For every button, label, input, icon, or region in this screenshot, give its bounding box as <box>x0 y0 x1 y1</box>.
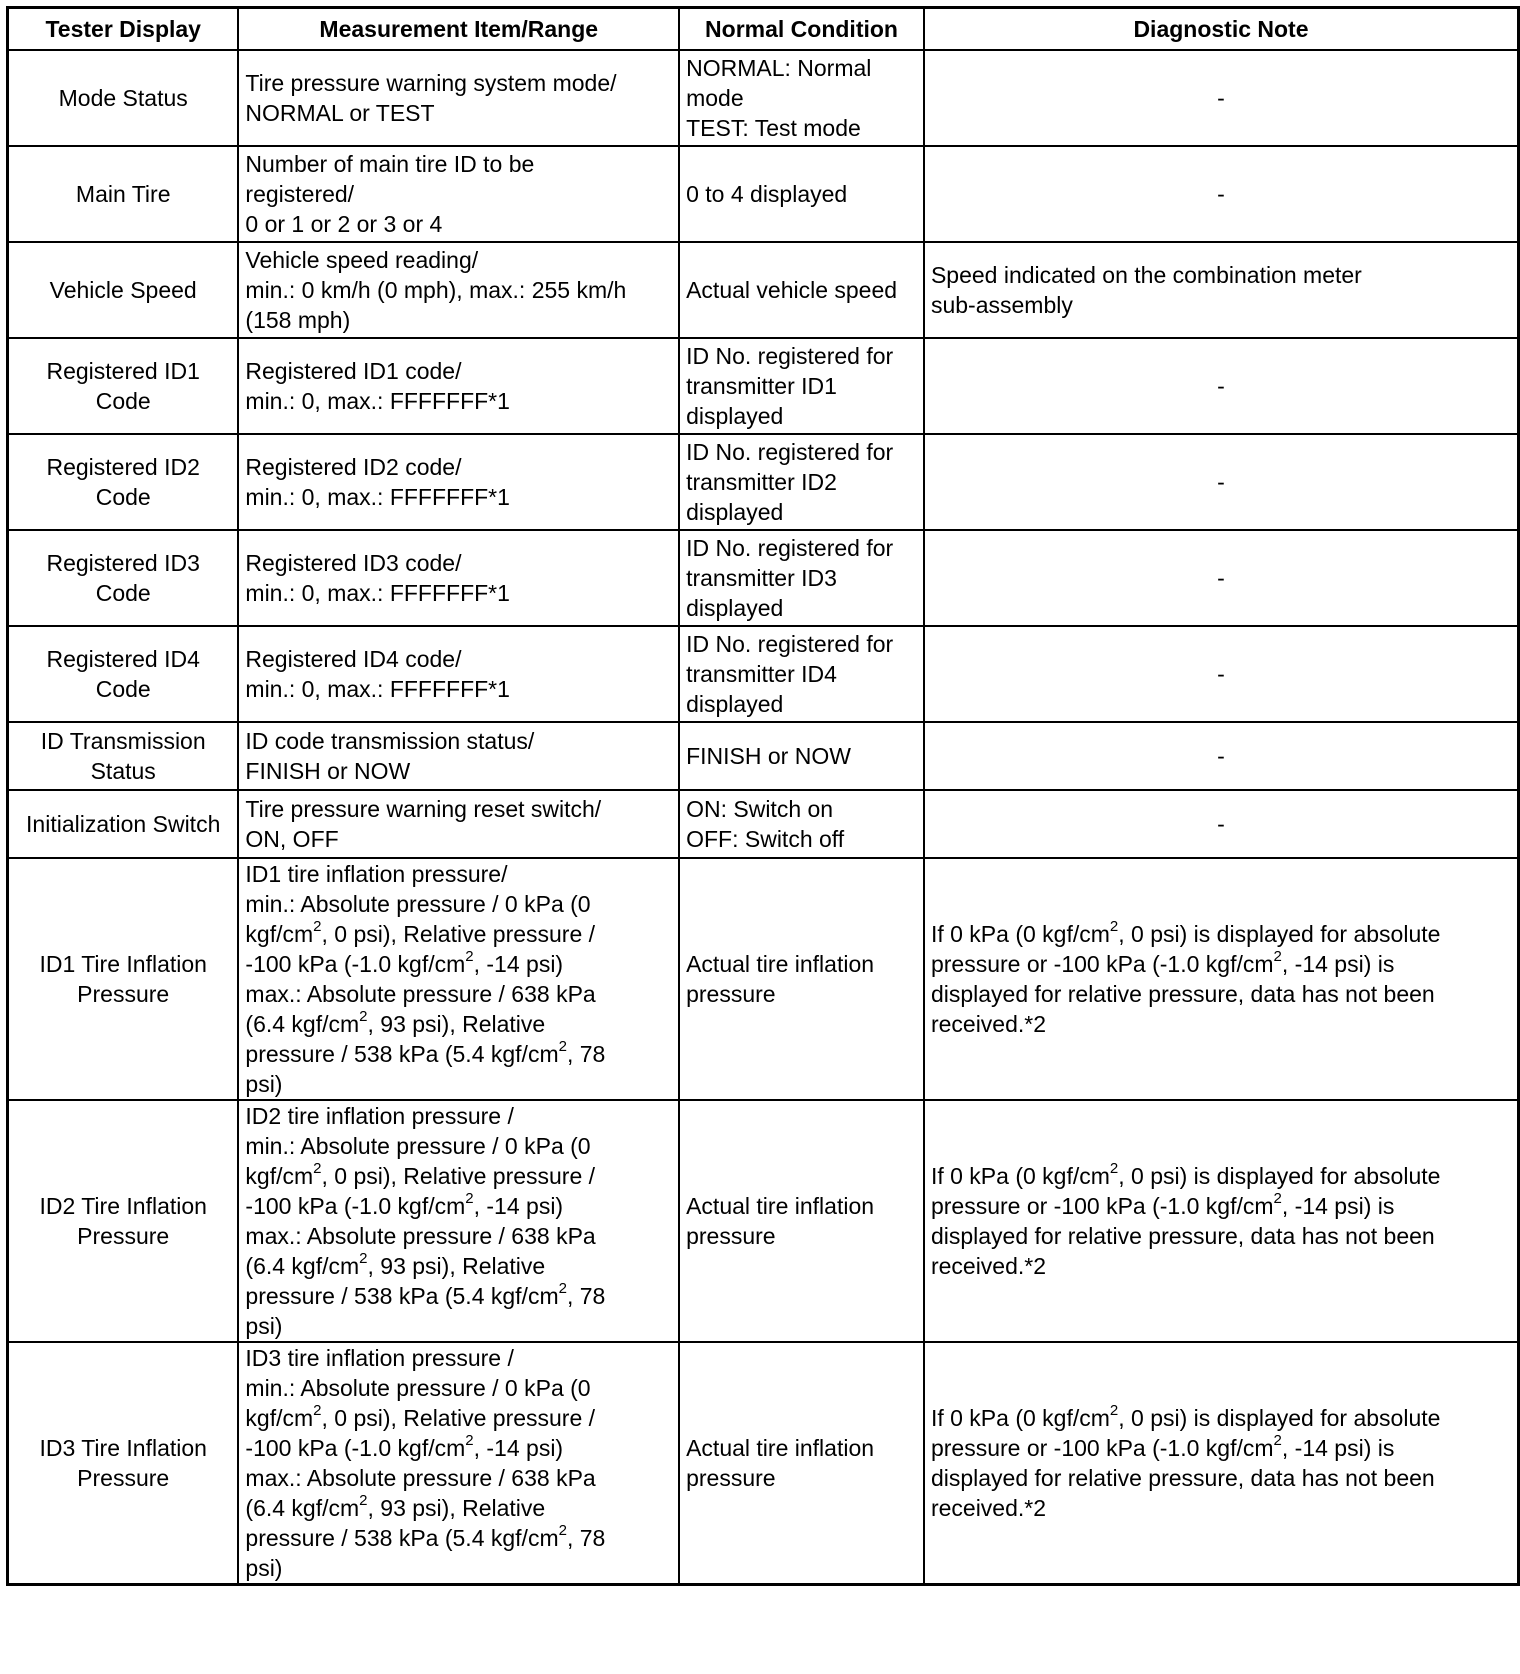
tester-display-cell: Registered ID2 Code <box>8 434 239 530</box>
header-measurement-item: Measurement Item/Range <box>238 8 679 51</box>
measurement-cell <box>238 1100 679 1342</box>
table-row <box>8 722 1519 790</box>
tester-display-cell: Registered ID4 Code <box>8 626 239 722</box>
normal-condition-cell: ID No. registered for transmitter ID2 displayed <box>679 434 924 530</box>
measurement-line: (6.4 kgf/cm <box>245 1253 360 1279</box>
measurement-line: kgf/cm <box>245 1163 314 1189</box>
measurement-line: (6.4 kgf/cm <box>245 1495 360 1521</box>
note-line: , 0 psi) is displayed for absolute <box>1118 1405 1441 1431</box>
measurement-line: max.: Absolute pressure / 638 kPa <box>245 981 596 1007</box>
table-row <box>8 1100 1519 1342</box>
tester-display-cell: Initialization Switch <box>8 790 239 858</box>
note-line: If 0 kPa (0 kgf/cm <box>930 921 1110 947</box>
diagnostic-note-cell: - <box>924 434 1519 530</box>
measurement-line: max.: Absolute pressure / 638 kPa <box>245 1223 596 1249</box>
diagnostic-note-cell: - <box>924 790 1519 858</box>
superscript: 2 <box>1273 1190 1282 1208</box>
measurement-line: , -14 psi) <box>473 1193 564 1219</box>
normal-condition-cell: 0 to 4 displayed <box>679 146 924 242</box>
superscript: 2 <box>313 1402 322 1420</box>
measurement-line: -100 kPa (-1.0 kgf/cm <box>245 1193 466 1219</box>
header-diagnostic-note: Diagnostic Note <box>924 8 1519 51</box>
measurement-line: pressure / 538 kPa (5.4 kgf/cm <box>245 1525 559 1551</box>
note-line: , 0 psi) is displayed for absolute <box>1118 1163 1441 1189</box>
data-list-table <box>6 6 1520 1586</box>
tester-display-cell: Registered ID1 Code <box>8 338 239 434</box>
measurement-line: , 93 psi), Relative <box>367 1011 546 1037</box>
table-row <box>8 858 1519 1100</box>
measurement-line: , 78 <box>566 1525 606 1551</box>
table-row <box>8 434 1519 530</box>
tester-display-cell: Vehicle Speed <box>8 242 239 338</box>
diagnostic-note-cell: - <box>924 722 1519 790</box>
measurement-line: , 0 psi), Relative pressure / <box>321 1405 596 1431</box>
header-row <box>8 8 1519 51</box>
diagnostic-note-cell <box>924 1342 1519 1585</box>
superscript: 2 <box>1109 1160 1119 1178</box>
measurement-cell: ID code transmission status/ FINISH or NOW <box>238 722 679 790</box>
superscript: 2 <box>465 1432 474 1450</box>
measurement-line: (6.4 kgf/cm <box>245 1011 360 1037</box>
note-line: , 0 psi) is displayed for absolute <box>1118 921 1441 947</box>
measurement-cell: Registered ID4 code/ min.: 0, max.: FFFFFFF*1 <box>238 626 679 722</box>
superscript: 2 <box>558 1038 567 1056</box>
normal-condition-cell: FINISH or NOW <box>679 722 924 790</box>
measurement-cell <box>238 1342 679 1585</box>
normal-condition-cell: NORMAL: Normal mode TEST: Test mode <box>679 50 924 146</box>
normal-condition-cell: Actual tire inflation pressure <box>679 858 924 1100</box>
note-line: , -14 psi) is <box>1281 1193 1395 1219</box>
measurement-line: , 93 psi), Relative <box>367 1495 546 1521</box>
table-row <box>8 338 1519 434</box>
note-line: received.*2 <box>930 1253 1047 1279</box>
note-line: displayed for relative pressure, data has not been <box>930 1223 1435 1249</box>
measurement-line: max.: Absolute pressure / 638 kPa <box>245 1465 596 1491</box>
measurement-line: psi) <box>245 1555 283 1581</box>
diagnostic-note-cell <box>924 858 1519 1100</box>
note-line: If 0 kPa (0 kgf/cm <box>930 1163 1110 1189</box>
measurement-cell: Vehicle speed reading/ min.: 0 km/h (0 mph), max.: 255 km/h (158 mph) <box>238 242 679 338</box>
measurement-line: , -14 psi) <box>473 951 564 977</box>
superscript: 2 <box>1109 918 1119 936</box>
measurement-line: min.: Absolute pressure / 0 kPa (0 <box>245 1375 591 1401</box>
measurement-line: , -14 psi) <box>473 1435 564 1461</box>
normal-condition-cell: ID No. registered for transmitter ID4 displayed <box>679 626 924 722</box>
tester-display-cell: Registered ID3 Code <box>8 530 239 626</box>
note-line: received.*2 <box>930 1011 1047 1037</box>
measurement-cell: Registered ID1 code/ min.: 0, max.: FFFFFFF*1 <box>238 338 679 434</box>
superscript: 2 <box>1273 1432 1282 1450</box>
superscript: 2 <box>558 1280 567 1298</box>
measurement-line: kgf/cm <box>245 1405 314 1431</box>
tester-display-cell: ID Transmission Status <box>8 722 239 790</box>
table-row <box>8 530 1519 626</box>
measurement-line: ID1 tire inflation pressure/ <box>245 861 508 887</box>
diagnostic-note-cell: - <box>924 626 1519 722</box>
note-line: , -14 psi) is <box>1281 1435 1395 1461</box>
table-row <box>8 626 1519 722</box>
tester-display-cell: ID1 Tire Inflation Pressure <box>8 858 239 1100</box>
superscript: 2 <box>359 1250 368 1268</box>
normal-condition-cell: ID No. registered for transmitter ID1 displayed <box>679 338 924 434</box>
measurement-line: pressure / 538 kPa (5.4 kgf/cm <box>245 1283 559 1309</box>
measurement-line: , 93 psi), Relative <box>367 1253 546 1279</box>
tester-display-cell: ID2 Tire Inflation Pressure <box>8 1100 239 1342</box>
measurement-line: psi) <box>245 1071 283 1097</box>
measurement-line: kgf/cm <box>245 921 314 947</box>
measurement-cell: Registered ID3 code/ min.: 0, max.: FFFFFFF*1 <box>238 530 679 626</box>
diagnostic-note-cell: - <box>924 146 1519 242</box>
diagnostic-note-cell: - <box>924 338 1519 434</box>
measurement-line: , 78 <box>566 1283 606 1309</box>
normal-condition-cell: ON: Switch on OFF: Switch off <box>679 790 924 858</box>
superscript: 2 <box>313 918 322 936</box>
measurement-line: psi) <box>245 1313 283 1339</box>
header-tester-display: Tester Display <box>8 8 239 51</box>
header-normal-condition: Normal Condition <box>679 8 924 51</box>
measurement-line: min.: Absolute pressure / 0 kPa (0 <box>245 1133 591 1159</box>
measurement-line: -100 kPa (-1.0 kgf/cm <box>245 951 466 977</box>
superscript: 2 <box>1273 948 1282 966</box>
diagnostic-note-cell <box>924 1100 1519 1342</box>
table-row <box>8 50 1519 146</box>
superscript: 2 <box>1109 1402 1119 1420</box>
measurement-cell: Tire pressure warning system mode/ NORMAL or TEST <box>238 50 679 146</box>
table-row <box>8 242 1519 338</box>
normal-condition-cell: Actual tire inflation pressure <box>679 1100 924 1342</box>
tester-display-cell: Main Tire <box>8 146 239 242</box>
superscript: 2 <box>465 948 474 966</box>
table-row <box>8 1342 1519 1585</box>
note-line: If 0 kPa (0 kgf/cm <box>930 1405 1110 1431</box>
measurement-cell: Tire pressure warning reset switch/ ON, OFF <box>238 790 679 858</box>
tester-display-cell: ID3 Tire Inflation Pressure <box>8 1342 239 1585</box>
measurement-cell <box>238 858 679 1100</box>
note-line: pressure or -100 kPa (-1.0 kgf/cm <box>930 951 1274 977</box>
normal-condition-cell: ID No. registered for transmitter ID3 displayed <box>679 530 924 626</box>
diagnostic-note-cell: Speed indicated on the combination meter sub-assembly <box>924 242 1519 338</box>
superscript: 2 <box>359 1008 368 1026</box>
measurement-cell: Registered ID2 code/ min.: 0, max.: FFFFFFF*1 <box>238 434 679 530</box>
measurement-line: , 78 <box>566 1041 606 1067</box>
measurement-line: min.: Absolute pressure / 0 kPa (0 <box>245 891 591 917</box>
measurement-cell: Number of main tire ID to be registered/ 0 or 1 or 2 or 3 or 4 <box>238 146 679 242</box>
note-line: , -14 psi) is <box>1281 951 1395 977</box>
note-line: displayed for relative pressure, data has not been <box>930 1465 1435 1491</box>
superscript: 2 <box>359 1492 368 1510</box>
measurement-line: , 0 psi), Relative pressure / <box>321 921 596 947</box>
diagnostic-note-cell: - <box>924 50 1519 146</box>
note-line: received.*2 <box>930 1495 1047 1521</box>
normal-condition-cell: Actual tire inflation pressure <box>679 1342 924 1585</box>
measurement-line: , 0 psi), Relative pressure / <box>321 1163 596 1189</box>
measurement-line: ID2 tire inflation pressure / <box>245 1103 514 1129</box>
normal-condition-cell: Actual vehicle speed <box>679 242 924 338</box>
note-line: pressure or -100 kPa (-1.0 kgf/cm <box>930 1435 1274 1461</box>
superscript: 2 <box>465 1190 474 1208</box>
measurement-line: pressure / 538 kPa (5.4 kgf/cm <box>245 1041 559 1067</box>
superscript: 2 <box>558 1522 567 1540</box>
superscript: 2 <box>313 1160 322 1178</box>
note-line: pressure or -100 kPa (-1.0 kgf/cm <box>930 1193 1274 1219</box>
diagnostic-note-cell: - <box>924 530 1519 626</box>
tester-display-cell: Mode Status <box>8 50 239 146</box>
measurement-line: -100 kPa (-1.0 kgf/cm <box>245 1435 466 1461</box>
table-row <box>8 790 1519 858</box>
table-row <box>8 146 1519 242</box>
measurement-line: ID3 tire inflation pressure / <box>245 1345 514 1371</box>
note-line: displayed for relative pressure, data has not been <box>930 981 1435 1007</box>
